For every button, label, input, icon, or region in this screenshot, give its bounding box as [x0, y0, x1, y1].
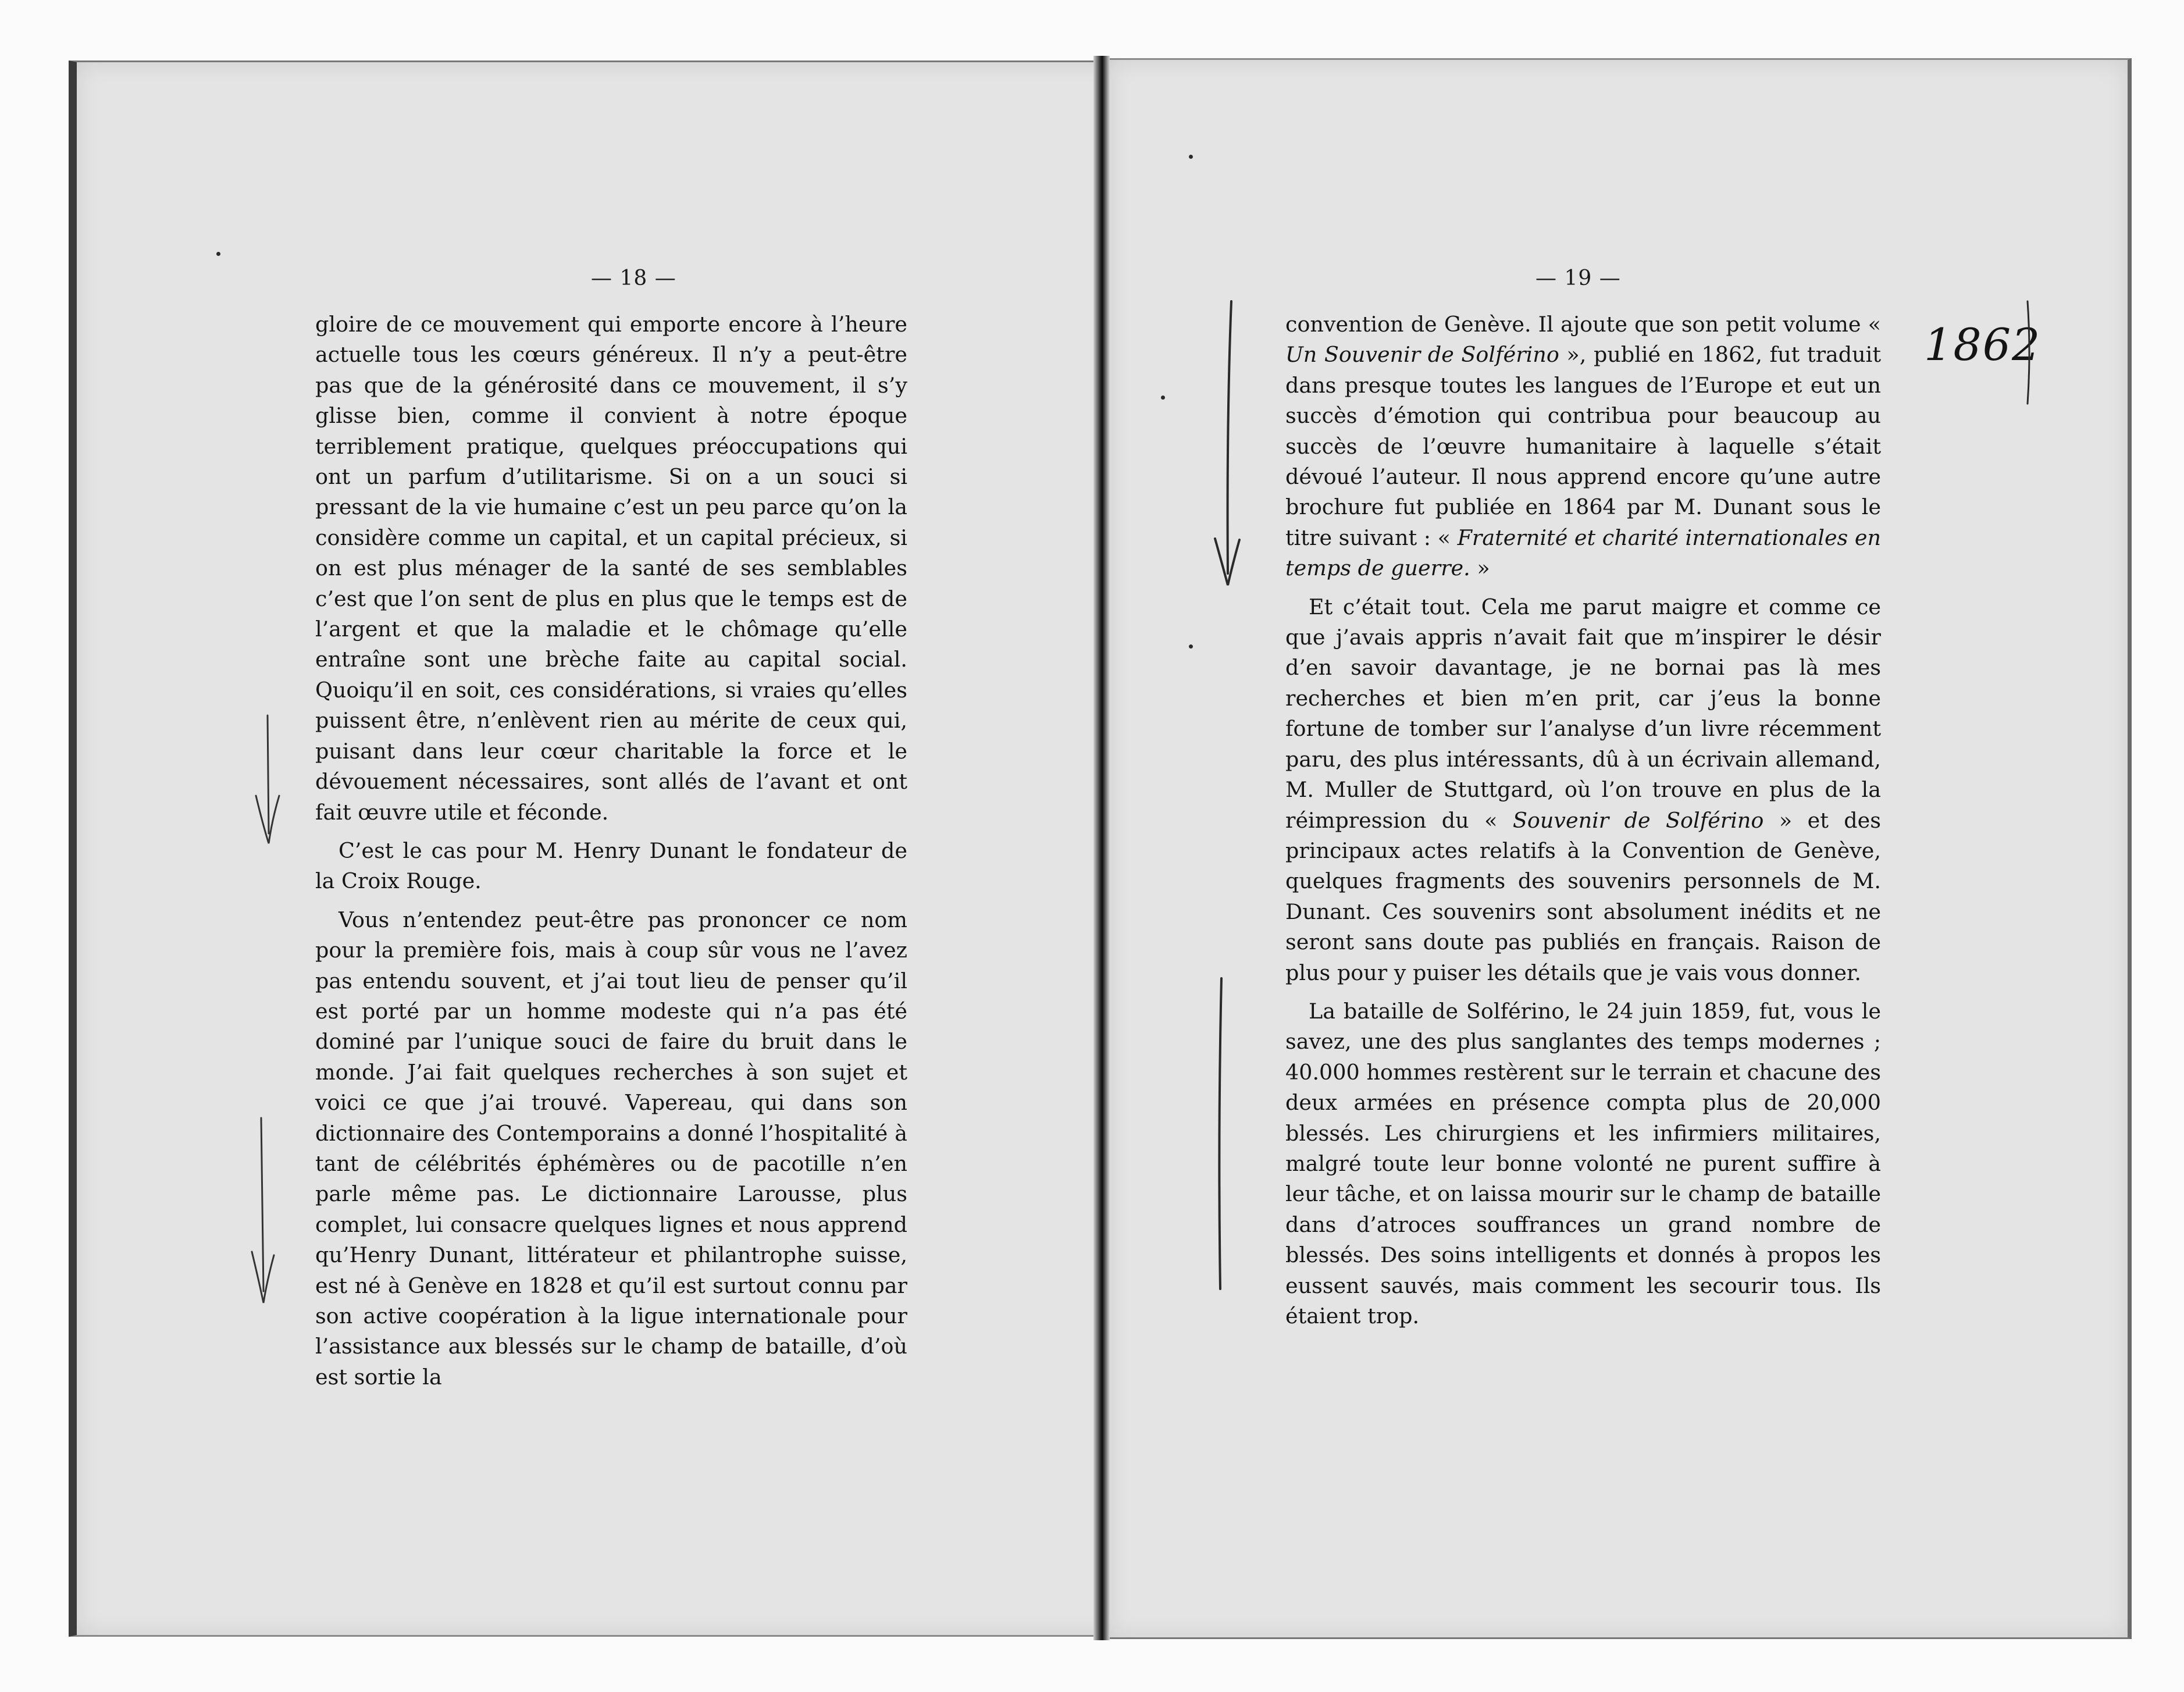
- speck: [1161, 396, 1165, 400]
- page-number-18: — 18 —: [591, 266, 676, 290]
- text-run: gloire de ce mouvement qui emporte encore à l’heure actuelle tous les cœurs généreux. Il n’y a peut-être pas que de la générosité dans ce mouvement, il s’y glisse bien, comme il convient à notre époque terriblement pratique, quelques préoccupations qui ont un parfum d’utilitarisme. Si on a un souci si pressant de la vie humaine c’est un peu parce qu’on la considère comme un capital, et un capital précieux, si on est plus ménager de la santé de ses semblables c’est que l’on sent de plus en plus que le temps est de l’argent et que la maladie et le chômage qu’elle entraîne sont une brèche faite au capital social. Quoiqu’il en soit, ces considérations, si vraies qu’elles puissent être, n’enlèvent rien au mérite de ceux qui, puisant dans leur cœur charitable la force et le dévouement nécessaires, sont allés de l’avant et ont fait œuvre utile et féconde.: [315, 312, 907, 825]
- paragraph: [1285, 996, 1881, 1331]
- pencil-line-right-lower: [1210, 977, 1233, 1291]
- italic-title: Fraternité et charité internationales en temps de guerre.: [1285, 525, 1881, 581]
- speck: [216, 252, 220, 256]
- speck: [1189, 155, 1193, 159]
- right-text-column: [1285, 309, 1881, 1340]
- text-run: Et c’était tout. Cela me parut maigre et comme ce que j’avais appris n’avait fait que m’inspirer le désir d’en savoir davantage, je ne bornai pas là mes recherches et bien m’en prit, car j’eus la bonne fortune de tomber sur l’analyse d’un livre récemment paru, des plus intéressants, dû à un écrivain allemand, M. Muller de Stuttgard, où l’on trouve en plus de la réimpression du «: [1285, 594, 1881, 833]
- text-run: »: [1470, 555, 1490, 581]
- book-gutter: [1093, 56, 1110, 1640]
- paragraph: [315, 309, 907, 828]
- paragraph: [1285, 309, 1881, 584]
- pencil-arrow-left-lower: [247, 1117, 282, 1309]
- page-number-19: — 19 —: [1535, 266, 1621, 290]
- italic-title: Un Souvenir de Solférino: [1285, 342, 1559, 368]
- text-run: La bataille de Solférino, le 24 juin 1859, fut, vous le savez, une des plus sanglantes des temps modernes ; 40.000 hommes restèrent sur le terrain et chacune des deux armées en présence compta plus de 20,000 blessés. Les chirurgiens et les infirmiers militaires, malgré toute leur bonne volonté ne purent suffire à leur tâche, et on laissa mourir sur le champ de bataille dans d’atroces souffrances un grand nombre de blessés. Des soins intelligents et donnés à propos les eussent sauvés, mais comment les secourir tous. Ils étaient trop.: [1285, 998, 1881, 1328]
- text-run: C’est le cas pour M. Henry Dunant le fondateur de la Croix Rouge.: [315, 838, 907, 894]
- paragraph: [1285, 592, 1881, 988]
- paragraph: [315, 905, 907, 1393]
- text-run: » et des principaux actes relatifs à la Convention de Genève, quelques fragments des souvenirs personnels de M. Dunant. Ces souvenirs sont absolument inédits et ne seront sans doute pas publiés en français. Raison de plus pour y puiser les détails que je vais vous donner.: [1285, 807, 1881, 985]
- italic-title: Souvenir de Solférino: [1512, 807, 1764, 833]
- left-text-column: [315, 309, 907, 1401]
- text-run: convention de Genève. Il ajoute que son petit volume «: [1285, 312, 1881, 337]
- pencil-arrow-left-upper: [250, 714, 285, 848]
- pencil-arrow-right-upper: [1207, 300, 1248, 591]
- text-run: Vous n’entendez peut-être pas prononcer ce nom pour la première fois, mais à coup sûr vous ne l’avez pas entendu souvent, et j’ai tout lieu de penser qu’il est porté par un homme modeste qui n’a pas été dominé par l’unique souci de faire du bruit dans le monde. J’ai fait quelques recherches à son sujet et voici ce que j’ai trouvé. Vapereau, qui dans son dictionnaire des Contemporains a donné l’hospitalité à tant de célébrités éphémères ou de pacotille n’en parle même pas. Le dictionnaire Larousse, plus complet, lui consacre quelques lignes et nous apprend qu’Henry Dunant, littérateur et philantrophe suisse, est né à Genève en 1828 et qu’il est surtout connu par son active coopération à la ligue internationale pour l’assistance aux blessés sur le champ de bataille, d’où est sortie la: [315, 907, 907, 1390]
- pencil-margin-bracket: [2023, 300, 2035, 405]
- paragraph: [315, 836, 907, 897]
- handwritten-margin-note: 1862: [1924, 319, 2042, 371]
- speck: [1189, 644, 1193, 649]
- text-run: », publié en 1862, fut traduit dans presque toutes les langues de l’Europe et eut un succès d’émotion qui contribua pour beaucoup au succès de l’œuvre humanitaire à laquelle s’était dévoué l’auteur. Il nous apprend encore qu’une autre brochure fut publiée en 1864 par M. Dunant sous le titre suivant : «: [1285, 342, 1881, 550]
